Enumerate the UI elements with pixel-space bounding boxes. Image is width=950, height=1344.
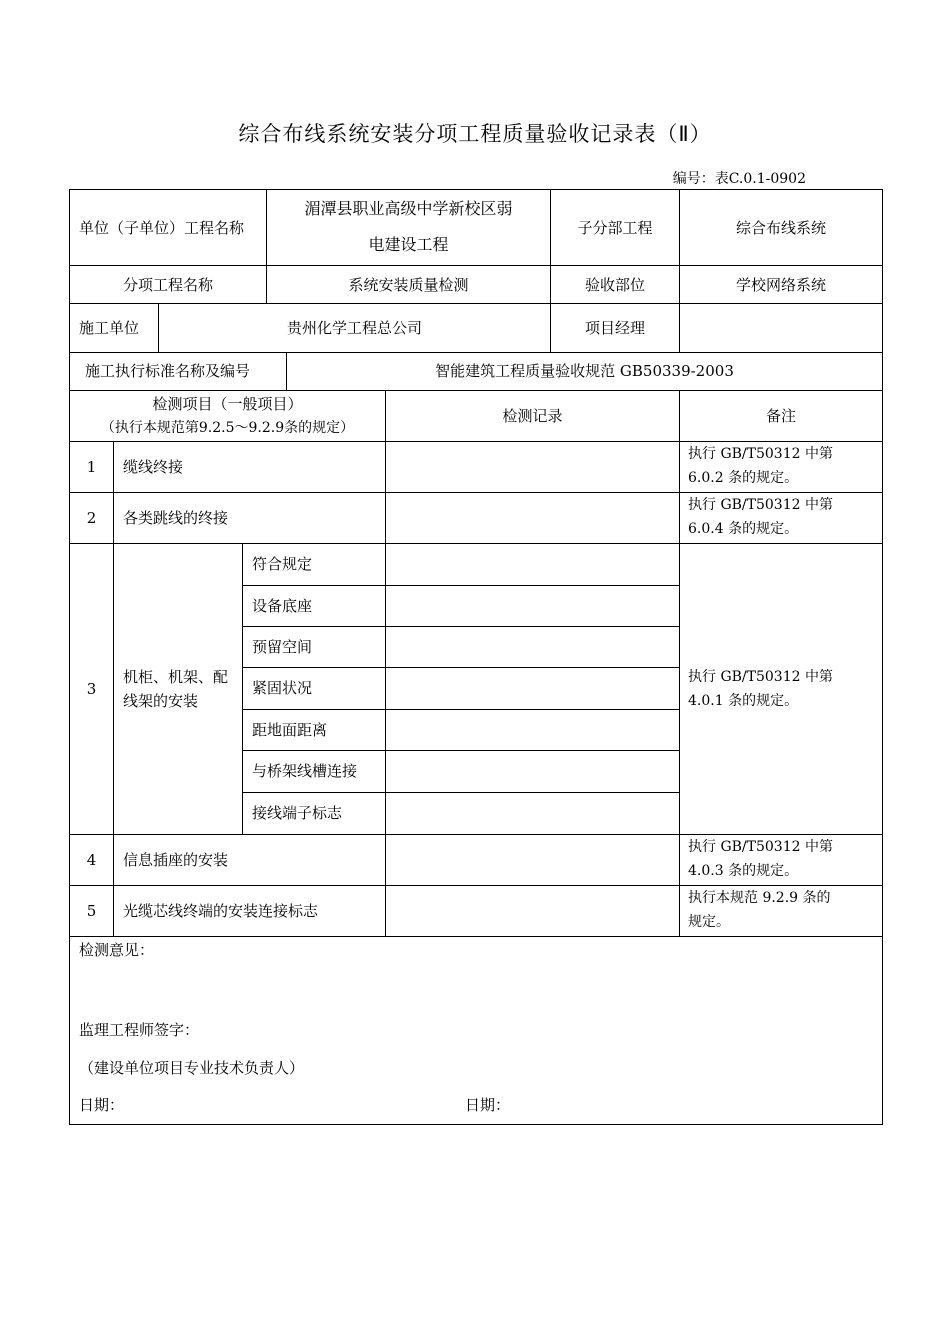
remark-line: 执行 GB/T50312 中第: [688, 669, 833, 685]
row-number: 2: [86, 509, 97, 527]
remark-line: 4.0.1 条的规定。: [688, 693, 799, 709]
unit-project-label: 单位（子单位）工程名称: [79, 219, 245, 237]
supervisor-signature-label: 监理工程师签字：: [79, 1021, 200, 1039]
contractor-label: 施工单位: [79, 319, 140, 337]
sub-row-divider: [242, 667, 679, 668]
row-divider: [70, 390, 882, 391]
acceptance-part-value: 学校网络系统: [735, 276, 826, 294]
date-label-left: 日期：: [79, 1096, 125, 1114]
row-divider: [70, 543, 882, 544]
sub-item-value: 系统安装质量检测: [348, 276, 469, 294]
row-number: 5: [86, 902, 97, 920]
sub-item-name: 与桥架线槽连接: [252, 762, 358, 780]
owner-representative-label: （建设单位项目专业技术负责人）: [79, 1059, 305, 1077]
date-label-right: 日期：: [465, 1096, 511, 1114]
unit-project-value-line1: 湄潭县职业高级中学新校区弱: [304, 199, 513, 218]
remark-line: 执行 GB/T50312 中第: [688, 497, 833, 513]
remarks-header: 备注: [765, 407, 796, 425]
sub-item-name: 紧固状况: [252, 679, 313, 697]
items-header-line1: 检测项目（一般项目）: [152, 395, 303, 413]
acceptance-record-table: [69, 189, 883, 1125]
item-name-line2: 线架的安装: [123, 692, 199, 710]
item-name-line1: 机柜、机架、配: [123, 668, 229, 686]
row-number: 1: [86, 458, 97, 476]
col-divider: [679, 390, 680, 936]
remark-line: 4.0.3 条的规定。: [688, 863, 799, 879]
row-divider: [70, 265, 882, 266]
unit-project-value-line2: 电建设工程: [368, 235, 449, 254]
col-divider: [242, 543, 243, 834]
standard-value: 智能建筑工程质量验收规范 GB50339-2003: [435, 362, 734, 380]
sub-item-name: 接线端子标志: [252, 804, 343, 822]
remark-line: 规定。: [688, 914, 730, 930]
sub-row-divider: [242, 709, 679, 710]
items-header-line2: （执行本规范第9.2.5～9.2.9条的规定）: [100, 420, 355, 436]
acceptance-part-label: 验收部位: [584, 276, 645, 294]
remark-line: 执行 GB/T50312 中第: [688, 839, 833, 855]
contractor-value: 贵州化学工程总公司: [286, 319, 422, 337]
row-divider: [70, 936, 882, 937]
standard-label: 施工执行标准名称及编号: [85, 362, 251, 380]
sub-division-label: 子分部工程: [577, 219, 653, 237]
sub-item-label: 分项工程名称: [122, 276, 213, 294]
col-divider: [385, 390, 386, 936]
row-number: 4: [86, 851, 97, 869]
item-name: 光缆芯线终端的安装连接标志: [123, 902, 319, 920]
sub-row-divider: [242, 585, 679, 586]
sub-row-divider: [242, 626, 679, 627]
project-manager-label: 项目经理: [584, 319, 645, 337]
document-number: 编号：表C.0.1-0902: [672, 171, 806, 187]
item-name: 各类跳线的终接: [123, 509, 229, 527]
row-divider: [70, 352, 882, 353]
row-divider: [70, 303, 882, 304]
remark-line: 6.0.2 条的规定。: [688, 470, 799, 486]
sub-item-name: 预留空间: [252, 638, 313, 656]
sub-row-divider: [242, 750, 679, 751]
opinion-label: 检测意见：: [79, 941, 155, 959]
remark-line: 6.0.4 条的规定。: [688, 521, 799, 537]
col-divider: [113, 441, 114, 936]
sub-division-value: 综合布线系统: [735, 219, 826, 237]
item-name: 缆线终接: [123, 458, 184, 476]
remark-line: 执行本规范 9.2.9 条的: [688, 890, 831, 906]
record-header: 检测记录: [502, 407, 563, 425]
sub-item-name: 设备底座: [252, 597, 313, 615]
page-title: 综合布线系统安装分项工程质量验收记录表（Ⅱ）: [238, 122, 712, 146]
sub-item-name: 符合规定: [252, 555, 313, 573]
sub-row-divider: [242, 792, 679, 793]
col-divider: [679, 190, 680, 352]
remark-line: 执行 GB/T50312 中第: [688, 446, 833, 462]
sub-item-name: 距地面距离: [252, 721, 328, 739]
row-number: 3: [86, 680, 97, 698]
item-name: 信息插座的安装: [123, 851, 229, 869]
